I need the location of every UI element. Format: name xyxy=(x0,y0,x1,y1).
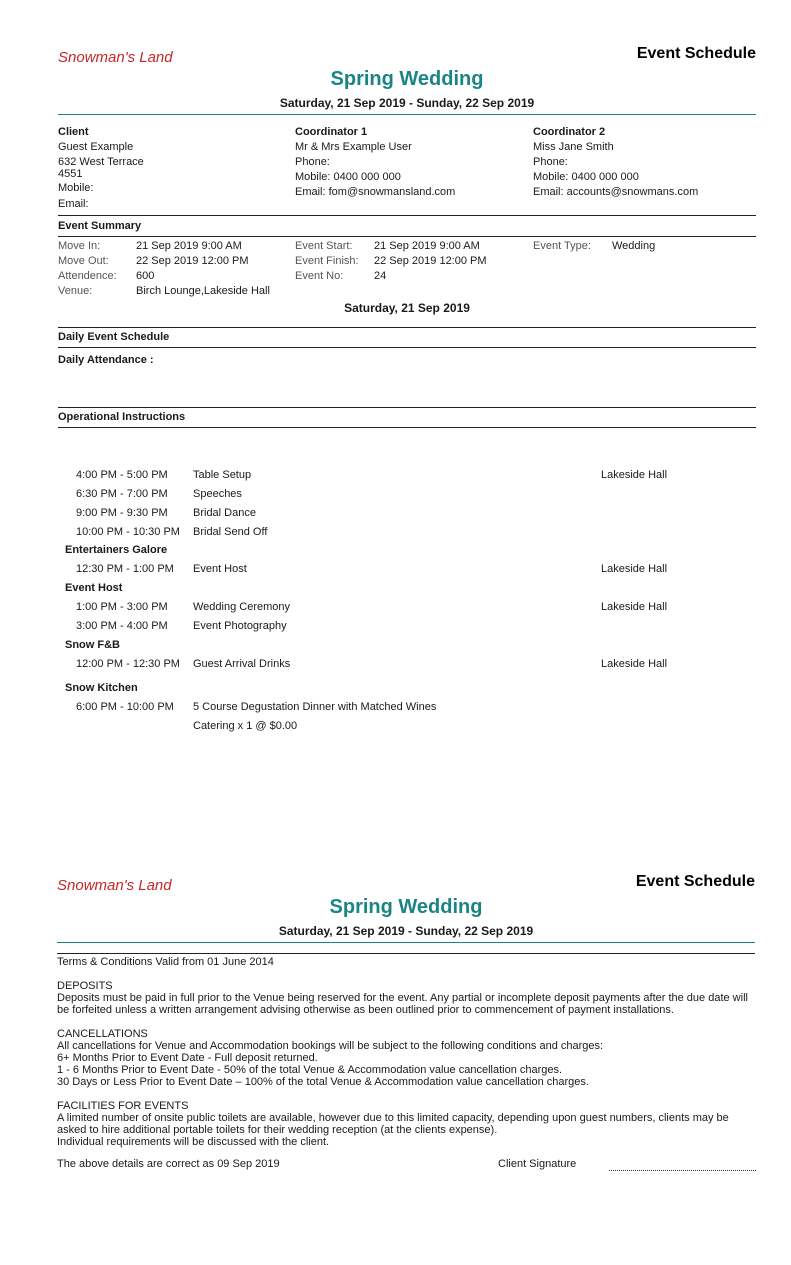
cancellations-line: All cancellations for Venue and Accommodation bookings will be subject to the following conditions and charges: xyxy=(57,1040,604,1052)
supplier-group-heading: Event Host xyxy=(65,582,123,594)
daily-schedule-top-line xyxy=(58,327,756,328)
move-out-value: 22 Sep 2019 12:00 PM xyxy=(136,255,249,267)
event-start-value: 21 Sep 2019 9:00 AM xyxy=(374,240,480,252)
event-finish-value: 22 Sep 2019 12:00 PM xyxy=(374,255,487,267)
event-summary-heading: Event Summary xyxy=(58,220,142,232)
schedule-row-time: 1:00 PM - 3:00 PM xyxy=(76,601,168,613)
deposits-heading: DEPOSITS xyxy=(57,980,113,992)
event-name: Spring Wedding xyxy=(329,896,483,918)
header-divider xyxy=(58,114,756,115)
coordinator1-phone: Phone: xyxy=(295,156,330,168)
event-no-label: Event No: xyxy=(295,270,344,282)
coordinator2-email[interactable]: Email: accounts@snowmans.com xyxy=(533,186,699,198)
client-mobile: Mobile: xyxy=(58,182,94,194)
schedule-row-venue: Lakeside Hall xyxy=(601,601,668,613)
operational-bottom-line xyxy=(58,427,756,428)
coordinator1-email[interactable]: Email: fom@snowmansland.com xyxy=(295,186,456,198)
event-start-label: Event Start: xyxy=(295,240,353,252)
operational-heading: Operational Instructions xyxy=(58,411,186,423)
event-type-label: Event Type: xyxy=(533,240,591,252)
terms-top-line xyxy=(57,953,755,954)
terms-valid-text: Terms & Conditions Valid from 01 June 2014 xyxy=(57,956,274,968)
cancellations-line: 6+ Months Prior to Event Date - Full deposit returned. xyxy=(57,1052,318,1064)
schedule-row-time: 9:00 PM - 9:30 PM xyxy=(76,507,168,519)
brand-name: Snowman's Land xyxy=(58,49,173,66)
attendance-value: 600 xyxy=(136,270,155,282)
event-type-value: Wedding xyxy=(612,240,656,252)
details-correct-as: The above details are correct as 09 Sep 2019 xyxy=(57,1158,280,1170)
coordinator1-heading: Coordinator 1 xyxy=(295,126,368,138)
event-date-range: Saturday, 21 Sep 2019 - Sunday, 22 Sep 2019 xyxy=(278,924,534,938)
schedule-row-time: 4:00 PM - 5:00 PM xyxy=(76,469,168,481)
summary-bottom-line xyxy=(58,236,756,237)
document-title: Event Schedule xyxy=(635,873,755,890)
move-in-label: Move In: xyxy=(58,240,101,252)
supplier-group-heading: Snow Kitchen xyxy=(65,682,138,694)
coordinator1-mobile: Mobile: 0400 000 000 xyxy=(295,171,401,183)
schedule-row-desc: Event Photography xyxy=(193,620,287,632)
attendance-label: Attendence: xyxy=(58,270,117,282)
event-finish-label: Event Finish: xyxy=(295,255,359,267)
facilities-text: A limited number of onsite public toilets are available, however due to this limited capacity, depending upon guest numbers, clients may be asked to hire additional portable toilets for their wedding reception (at the clients expense). xyxy=(57,1112,729,1136)
header-divider xyxy=(57,942,755,943)
schedule-row-desc: Wedding Ceremony xyxy=(193,601,291,613)
client-postcode: 4551 xyxy=(58,168,83,180)
venue-label: Venue: xyxy=(58,285,93,297)
coordinator2-name: Miss Jane Smith xyxy=(533,141,614,153)
coordinator2-phone: Phone: xyxy=(533,156,568,168)
catering-note: Catering x 1 @ $0.00 xyxy=(193,720,298,732)
client-name: Guest Example xyxy=(58,141,134,153)
cancellations-line: 30 Days or Less Prior to Event Date – 100% of the total Venue & Accommodation value cancellation charges. xyxy=(57,1076,589,1088)
summary-top-line xyxy=(58,215,756,216)
document-title: Event Schedule xyxy=(636,45,756,62)
schedule-row-time: 12:30 PM - 1:00 PM xyxy=(76,563,174,575)
schedule-row-desc: Table Setup xyxy=(193,469,252,481)
daily-attendance-label: Daily Attendance : xyxy=(58,354,154,366)
schedule-row-desc: 5 Course Degustation Dinner with Matched Wines xyxy=(193,701,437,713)
schedule-row-venue: Lakeside Hall xyxy=(601,658,668,670)
cancellations-heading: CANCELLATIONS xyxy=(57,1028,148,1040)
event-name: Spring Wedding xyxy=(330,68,484,90)
schedule-row-desc: Guest Arrival Drinks xyxy=(193,658,291,670)
cancellations-line: 1 - 6 Months Prior to Event Date - 50% of the total Venue & Accommodation value cancellation charges. xyxy=(57,1064,563,1076)
coordinator2-heading: Coordinator 2 xyxy=(533,126,606,138)
coordinator2-mobile: Mobile: 0400 000 000 xyxy=(533,171,639,183)
schedule-row-time: 12:00 PM - 12:30 PM xyxy=(76,658,180,670)
schedule-row-desc: Bridal Dance xyxy=(193,507,256,519)
supplier-group-heading: Entertainers Galore xyxy=(65,544,168,556)
move-out-label: Move Out: xyxy=(58,255,109,267)
schedule-row-venue: Lakeside Hall xyxy=(601,563,668,575)
client-address: 632 West Terrace xyxy=(58,156,144,168)
schedule-row-time: 6:30 PM - 7:00 PM xyxy=(76,488,168,500)
schedule-row-time: 10:00 PM - 10:30 PM xyxy=(76,526,180,538)
client-signature-line[interactable] xyxy=(609,1170,756,1171)
client-email: Email: xyxy=(58,198,89,210)
client-signature-label: Client Signature xyxy=(498,1158,577,1170)
client-heading: Client xyxy=(58,126,89,138)
day-heading: Saturday, 21 Sep 2019 xyxy=(344,301,470,315)
schedule-row-venue: Lakeside Hall xyxy=(601,469,668,481)
facilities-note: Individual requirements will be discussed with the client. xyxy=(57,1136,330,1148)
move-in-value: 21 Sep 2019 9:00 AM xyxy=(136,240,242,252)
operational-top-line xyxy=(58,407,756,408)
supplier-group-heading: Snow F&B xyxy=(65,639,120,651)
daily-schedule-bottom-line xyxy=(58,347,756,348)
deposits-text: Deposits must be paid in full prior to the Venue being reserved for the event. Any partial or incomplete deposit payments after the due date will be forfeited unless a written arrangement advising otherwise as been outlined prior to commencement of payment installations. xyxy=(57,992,748,1016)
brand-name: Snowman's Land xyxy=(57,877,172,894)
schedule-row-desc: Event Host xyxy=(193,563,247,575)
venue-value: Birch Lounge,Lakeside Hall xyxy=(136,285,270,297)
schedule-row-desc: Speeches xyxy=(193,488,242,500)
event-date-range: Saturday, 21 Sep 2019 - Sunday, 22 Sep 2019 xyxy=(279,96,535,110)
schedule-row-desc: Bridal Send Off xyxy=(193,526,268,538)
coordinator1-name: Mr & Mrs Example User xyxy=(295,141,412,153)
facilities-heading: FACILITIES FOR EVENTS xyxy=(57,1100,189,1112)
schedule-row-time: 6:00 PM - 10:00 PM xyxy=(76,701,174,713)
daily-schedule-heading: Daily Event Schedule xyxy=(58,331,170,343)
event-no-value: 24 xyxy=(374,270,387,282)
schedule-row-time: 3:00 PM - 4:00 PM xyxy=(76,620,168,632)
